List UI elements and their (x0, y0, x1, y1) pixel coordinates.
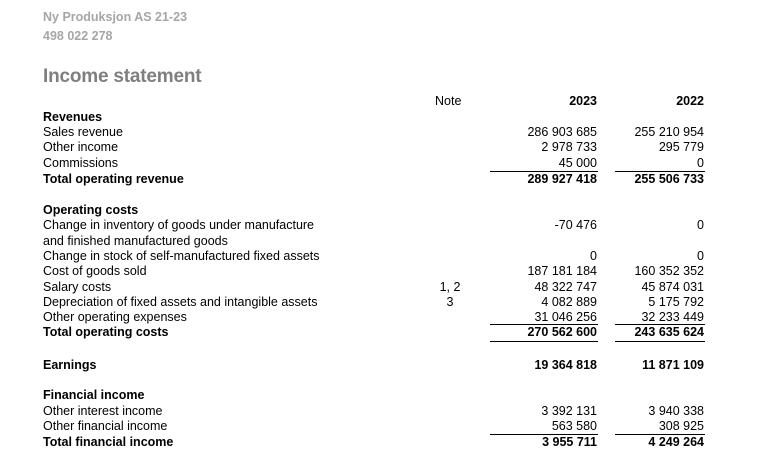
value-2022: 160 352 352 (634, 264, 704, 278)
row-label: and finished manufactured goods (43, 234, 228, 248)
row-label: Other financial income (43, 419, 168, 433)
section-revenues (0, 110, 757, 125)
company-name: Ny Produksjon AS 21-23 (43, 10, 188, 24)
row-label: Sales revenue (43, 125, 123, 139)
value-2022: 4 249 264 (648, 435, 704, 449)
value-2022: 11 871 109 (642, 358, 704, 372)
table-row (0, 264, 757, 279)
row-label: Commissions (43, 156, 119, 170)
row-label: Revenues (43, 110, 103, 124)
row-label: Change in inventory of goods under manufacture (43, 218, 315, 232)
value-2023: 4 082 889 (541, 295, 597, 309)
row-label: Other operating expenses (43, 310, 187, 324)
year-2022-column-header: 2022 (676, 94, 704, 108)
value-2023: 45 000 (558, 156, 597, 170)
value-2022: 0 (697, 156, 704, 170)
note-ref: 1, 2 (439, 280, 461, 294)
value-2023: 187 181 184 (527, 264, 597, 278)
total-row (0, 435, 757, 450)
note-ref: 3 (446, 295, 454, 309)
value-2022: 255 506 733 (634, 172, 704, 186)
table-row (0, 218, 757, 233)
value-2023: 31 046 256 (534, 310, 597, 324)
value-2023: 3 955 711 (542, 435, 597, 449)
value-2022: 295 779 (658, 140, 704, 154)
section-operating-costs (0, 203, 757, 218)
value-2022: 0 (697, 249, 704, 263)
table-row (0, 280, 757, 295)
value-2022: 243 635 624 (634, 325, 704, 339)
value-2023: 563 580 (551, 419, 597, 433)
row-label: Total operating revenue (43, 172, 184, 186)
total-rule (615, 341, 705, 342)
page-title: Income statement (43, 66, 202, 87)
row-label: Total operating costs (43, 325, 169, 339)
table-row (0, 249, 757, 264)
company-org-number: 498 022 278 (43, 29, 113, 43)
value-2023: 0 (590, 249, 597, 263)
row-label: Depreciation of fixed assets and intangible assets (43, 295, 318, 309)
value-2022: 32 233 449 (641, 310, 704, 324)
row-label: Total financial income (43, 435, 174, 449)
row-label: Other income (43, 140, 119, 154)
total-row (0, 325, 757, 340)
value-2022: 308 925 (658, 419, 704, 433)
value-2022: 3 940 338 (648, 404, 704, 418)
table-row-continuation (0, 234, 757, 249)
table-row (0, 156, 757, 171)
row-label: Earnings (43, 358, 97, 372)
section-financial-income (0, 388, 757, 403)
row-label: Change in stock of self-manufactured fixed assets (43, 249, 320, 263)
value-2023: 19 364 818 (534, 358, 597, 372)
value-2023: -70 476 (554, 218, 597, 232)
table-row (0, 404, 757, 419)
row-label: Financial income (43, 388, 145, 402)
row-label: Other interest income (43, 404, 163, 418)
row-label: Cost of goods sold (43, 264, 147, 278)
table-row (0, 310, 757, 325)
table-row (0, 140, 757, 155)
row-label: Salary costs (43, 280, 112, 294)
value-2022: 255 210 954 (634, 125, 704, 139)
total-row (0, 172, 757, 187)
value-2023: 270 562 600 (527, 325, 597, 339)
table-row (0, 295, 757, 310)
value-2023: 289 927 418 (527, 172, 597, 186)
value-2023: 286 903 685 (527, 125, 597, 139)
earnings-row (0, 358, 757, 373)
table-row (0, 125, 757, 140)
year-2023-column-header: 2023 (569, 94, 597, 108)
table-row (0, 419, 757, 434)
value-2022: 5 175 792 (648, 295, 704, 309)
value-2023: 3 392 131 (541, 404, 597, 418)
value-2023: 48 322 747 (534, 280, 597, 294)
note-column-header: Note (435, 94, 462, 108)
total-rule (490, 341, 598, 342)
row-label: Operating costs (43, 203, 139, 217)
value-2023: 2 978 733 (541, 140, 597, 154)
value-2022: 0 (697, 218, 704, 232)
value-2022: 45 874 031 (641, 280, 704, 294)
